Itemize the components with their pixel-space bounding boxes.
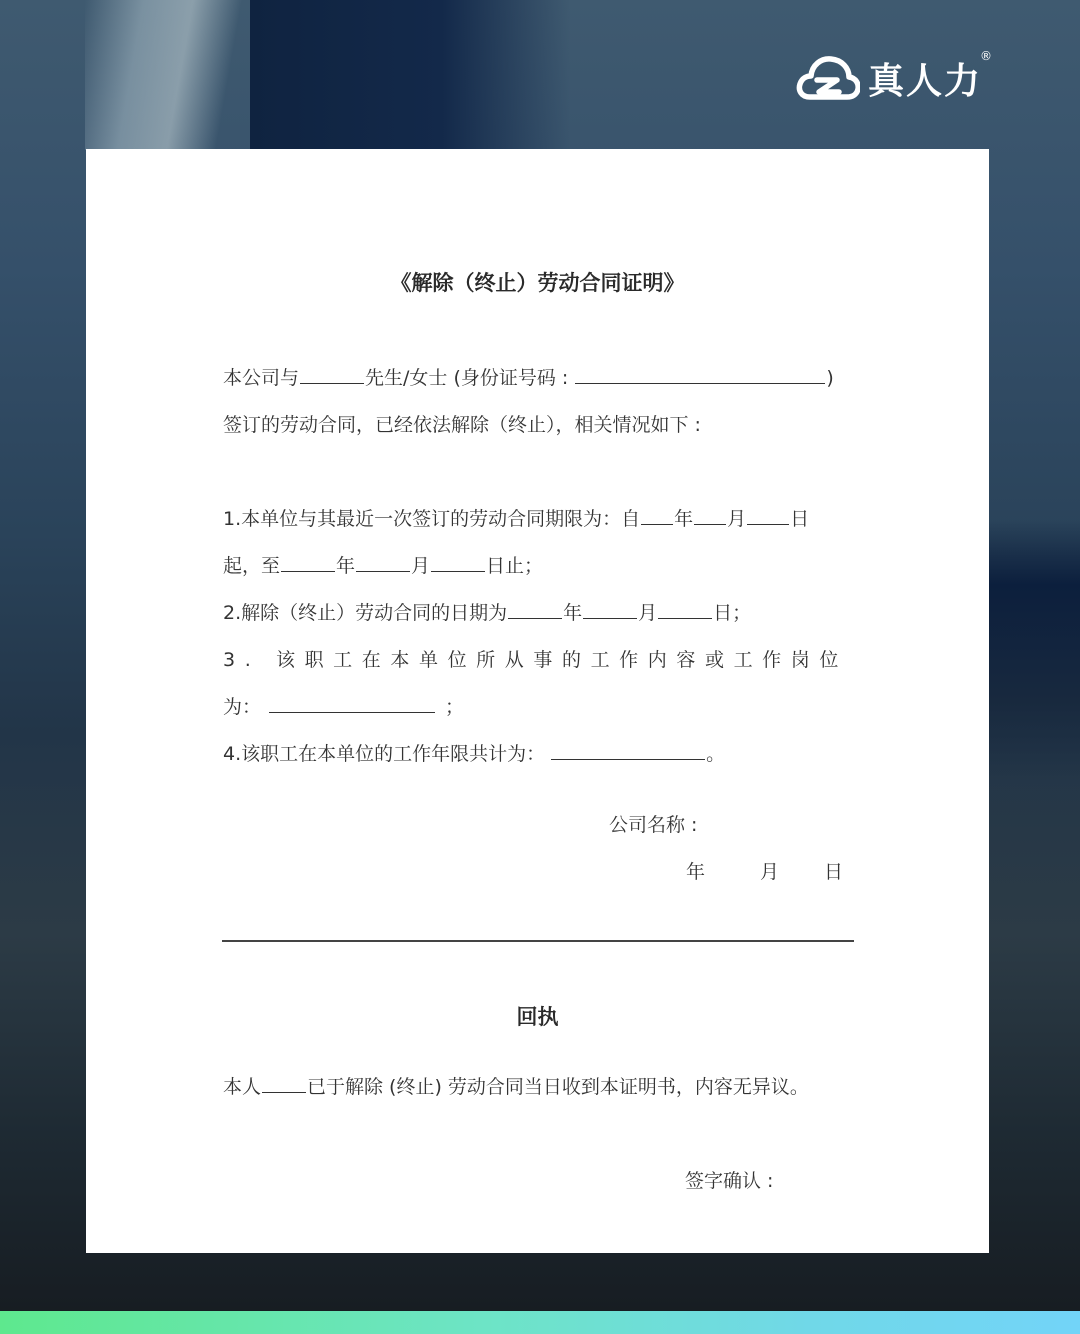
item-1-continued bbox=[223, 551, 543, 578]
work-years-blank[interactable] bbox=[551, 740, 705, 760]
background-light-streak bbox=[85, 0, 255, 150]
item-3-continued bbox=[223, 692, 464, 719]
intro-line-2: 签订的劳动合同，已经依法解除（终止），相关情况如下 : bbox=[223, 414, 701, 436]
item-text: 4.该职工在本单位的工作年限共计为： bbox=[223, 743, 546, 765]
bottom-gradient-bar bbox=[0, 1311, 1080, 1334]
receipt-text-part: 本人 bbox=[223, 1076, 262, 1098]
document-paper bbox=[86, 149, 989, 1253]
item-text: 年 bbox=[336, 555, 356, 577]
item-text: 月 bbox=[638, 602, 658, 624]
item-text: ； bbox=[445, 696, 465, 718]
start-month-blank[interactable] bbox=[694, 505, 726, 525]
receipt-text bbox=[223, 1072, 809, 1099]
termination-month-blank[interactable] bbox=[583, 599, 637, 619]
start-year-blank[interactable] bbox=[641, 505, 673, 525]
company-name-label: 公司名称 : bbox=[609, 814, 698, 836]
item-text: 日； bbox=[713, 602, 752, 624]
end-year-blank[interactable] bbox=[281, 552, 335, 572]
start-day-blank[interactable] bbox=[747, 505, 789, 525]
item-text: 年 bbox=[674, 508, 694, 530]
item-text: 月 bbox=[727, 508, 747, 530]
item-text: 2.解除（终止）劳动合同的日期为 bbox=[223, 602, 508, 624]
name-blank[interactable] bbox=[300, 364, 364, 384]
item-text: 1.本单位与其最近一次签订的劳动合同期限为：自 bbox=[223, 508, 641, 530]
date-month-label: 月 bbox=[760, 861, 780, 883]
receipt-text-part: 已于解除 (终止) 劳动合同当日收到本证明书，内容无异议。 bbox=[307, 1076, 809, 1098]
item-text: 年 bbox=[563, 602, 583, 624]
background-dark-band bbox=[980, 520, 1080, 780]
item-2 bbox=[223, 598, 751, 625]
item-text: 日止； bbox=[486, 555, 544, 577]
issue-date bbox=[686, 857, 843, 884]
date-day-label: 日 bbox=[824, 861, 844, 883]
intro-text: 本公司与 bbox=[223, 367, 300, 389]
item-text: 月 bbox=[411, 555, 431, 577]
item-text: 。 bbox=[706, 743, 726, 765]
termination-year-blank[interactable] bbox=[508, 599, 562, 619]
id-number-blank[interactable] bbox=[575, 364, 825, 384]
end-month-blank[interactable] bbox=[356, 552, 410, 572]
item-text: 起，至 bbox=[223, 555, 281, 577]
item-1 bbox=[223, 504, 809, 531]
item-3: 3. 该职工在本单位所从事的工作内容或工作岗位 bbox=[223, 649, 848, 671]
end-day-blank[interactable] bbox=[431, 552, 485, 572]
item-text: 日 bbox=[790, 508, 810, 530]
intro-text: ) bbox=[826, 367, 834, 389]
cloud-z-icon bbox=[796, 53, 860, 103]
signature-label: 签字确认 : bbox=[685, 1170, 774, 1192]
date-year-label: 年 bbox=[686, 861, 706, 883]
termination-day-blank[interactable] bbox=[658, 599, 712, 619]
registered-mark: ® bbox=[980, 48, 993, 63]
job-position-blank[interactable] bbox=[269, 693, 435, 713]
brand-logo bbox=[796, 48, 993, 104]
section-divider bbox=[222, 940, 854, 942]
document-title: 《解除（终止）劳动合同证明》 bbox=[390, 271, 685, 295]
item-text: 为： bbox=[223, 696, 262, 718]
receipt-title: 回执 bbox=[516, 1005, 559, 1029]
brand-name: 真人力 bbox=[868, 60, 983, 102]
background-dark-area bbox=[250, 0, 570, 150]
intro-line-1 bbox=[223, 363, 834, 390]
receiver-name-blank[interactable] bbox=[262, 1073, 306, 1093]
item-4 bbox=[223, 739, 725, 766]
intro-text: 先生/女士 (身份证号码 : bbox=[365, 367, 575, 389]
